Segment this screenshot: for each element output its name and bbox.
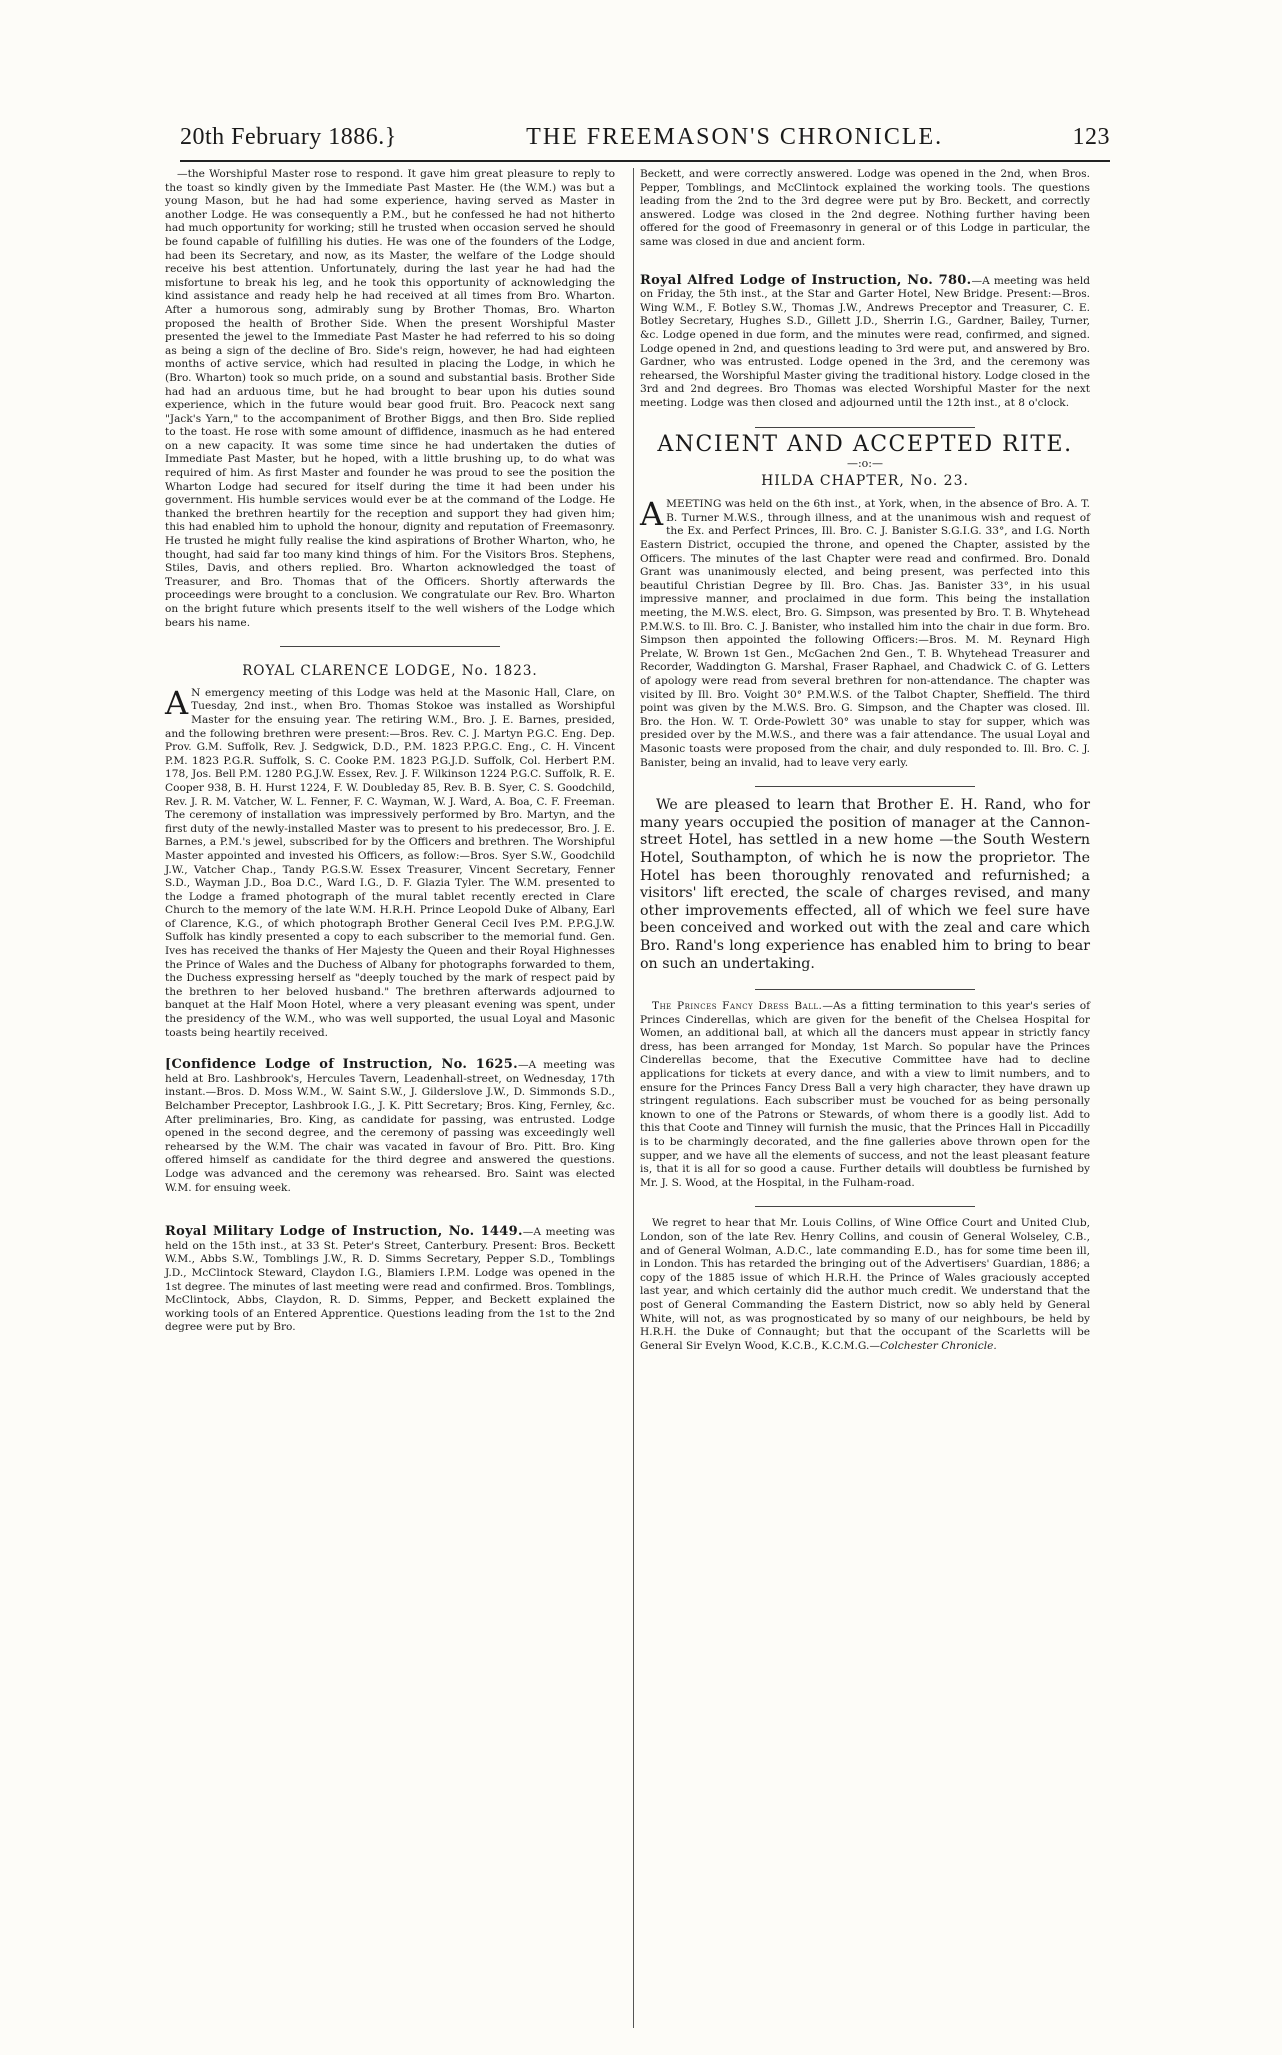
confidence-lodge-report bbox=[165, 1058, 615, 1195]
alfred-lodge-heading: Royal Alfred Lodge of Instruction, No. 780. bbox=[640, 272, 972, 288]
section-rule bbox=[755, 1206, 975, 1207]
military-lodge-body: —A meeting was held on the 15th inst., at 33 St. Peter's Street, Canterbury. Present: Bros. Beckett W.M., Abbs S.W., Tomblings J.W., R. D. Simms Secretary, Pepper S.D., Tomblings J.D., McClintock Steward, Claydon I.G., Blamiers I.P.M. Lodge was opened in the 1st degree. The minutes of last meeting were read and confirmed. Bros. Tomblings, McClintock, Abbs, Claydon, R. D. Simms, Pepper, and Beckett explained the working tools of an Entered Apprentice. Questions leading from the 1st to the 2nd degree were put by Bro. bbox=[165, 1226, 615, 1334]
right-column bbox=[640, 168, 1090, 1353]
page-number: 123 bbox=[1072, 124, 1110, 150]
military-report-continued: Beckett, and were correctly answered. Lodge was opened in the 2nd, when Bros. Pepper, Tomblings, and McClintock explained the working tools. The questions leading from the 2nd to the 3rd degree were put by Bro. Beckett, and correctly answered. Lodge was closed in the 2nd degree. Nothing further having been offered for the good of Freemasonry in general or of this Lodge in particular, the same was closed in due and ancient form. bbox=[640, 168, 1090, 248]
collins-notice-source: Colchester Chronicle. bbox=[879, 1339, 997, 1352]
fancy-dress-ball-body: —As a fitting termination to this year's series of Princes Cinderellas, which are given for the benefit of the Chelsea Hospital for Women, an additional ball, at which all the dancers must appear in strictly fancy dress, has been arranged for Monday, 1st March. So popular have the Princes Cinderellas become, that the Executive Committee have had to decline applications for tickets at every dance, and with a view to limit numbers, and to ensure for the Princes Fancy Dress Ball a very high character, they have drawn up stringent regulations. Each subscriber must be vouched for as being personally known to one of the Patrons or Stewards, of whom there is a goodly list. Add to this that Coote and Tinney will furnish the music, that the Princes Hall in Piccadilly is to be charmingly decorated, and the fine galleries above thrown open for the supper, and we have all the elements of success, and not the least pleasant feature is, that it is all for so good a cause. Further details will doubtless be furnished by Mr. J. S. Wood, at the Hospital, in the Fulham-road. bbox=[640, 1000, 1090, 1189]
section-rule bbox=[280, 646, 500, 647]
fancy-dress-ball-notice bbox=[640, 1000, 1090, 1190]
alfred-lodge-report bbox=[640, 274, 1090, 411]
clarence-lodge-heading: ROYAL CLARENCE LODGE, No. 1823. bbox=[242, 663, 538, 680]
publication-title: THE FREEMASON'S CHRONICLE. bbox=[526, 124, 944, 150]
section-rule bbox=[755, 989, 975, 990]
section-rule bbox=[755, 427, 975, 428]
fancy-dress-ball-heading: The Princes Fancy Dress Ball. bbox=[652, 1000, 823, 1013]
confidence-lodge-body: —A meeting was held at Bro. Lashbrook's, Hercules Tavern, Leadenhall-street, on Wednesday, 17th instant.—Bros. D. Moss W.M., W. Saint S.W., J. Gilderslove J.W., D. Simmonds S.D., Belchamber Preceptor, Lashbrook I.G., J. K. Pitt Secretary; Bros. King, Fernley, &c. After preliminaries, Bro. King, as candidate for passing, was entrusted. Lodge opened in the second degree, and the ceremony of passing was exceedingly well rehearsed by the W.M. The chair was vacated in favour of Bro. Pitt. Bro. King offered himself as candidate for the third degree and answered the questions. Lodge was advanced and the ceremony was rehearsed. Bro. Saint was elected W.M. for ensuing week. bbox=[165, 1059, 615, 1194]
clarence-lodge-report bbox=[165, 683, 615, 1040]
military-lodge-heading: Royal Military Lodge of Instruction, No. 1449. bbox=[165, 1224, 523, 1240]
collins-notice-body: We regret to hear that Mr. Louis Collins, of Wine Office Court and United Club, London, son of the late Rev. Henry Collins, and cousin of General Wolseley, C.B., and of General Wolman, A.D.C., late commanding E.D., has for some time been ill, in London. This has retarded the bringing out of the Advertisers' Guardian, 1886; a copy of the 1885 issue of which H.R.H. the Prince of Wales graciously accepted last year, and which certainly did the author much credit. We understand that the post of General Commanding the Eastern District, now so ably held by General White, will not, as was prognosticated by so many of our neighbours, be held by H.R.H. the Duke of Connaught; but that the occupant of the Scarletts will be General Sir Evelyn Wood, K.C.B., K.C.M.G.— bbox=[640, 1217, 1090, 1352]
hilda-chapter-body: MEETING was held on the 6th inst., at York, when, in the absence of Bro. A. T. B. Turner M.W.S., through illness, and at the unanimous wish and request of the Ex. and Perfect Princes, Ill. Bro. C. J. Banister S.G.I.G. 33°, and I.G. North Eastern District, occupied the throne, and opened the Chapter, assisted by the Officers. The minutes of the last Chapter were read and confirmed. Bro. Donald Grant was unanimously elected, and being present, was perfected into this beautiful Christian Degree by Ill. Bro. Chas. Jas. Banister 33°, in his usual impressive manner, and proclaimed in due form. This being the installation meeting, the M.W.S. elect, Bro. G. Simpson, was presented by Bro. T. B. Whytehead P.M.W.S. to Ill. Bro. C. J. Banister, who installed him into the chair in due form. Bro. Simpson then appointed the following Officers:—Bros. M. M. Reynard High Prelate, W. Brown 1st Gen., McGachen 2nd Gen., T. B. Whytehead Treasurer and Recorder, Waddington G. Marshal, Fraser Raphael, and Chadwick C. of G. Letters of apology were read from several brethren for non-attendance. The chapter was visited by Ill. Bro. Voight 30° P.M.W.S. of the Talbot Chapter, Sheffield. The third point was given by the M.W.S. Bro. G. Simpson, and the Chapter was closed. Ill. Bro. the Hon. W. T. Orde-Powlett 30° was unable to stay for supper, which was presided over by the M.W.S., and there was a fair attendance. The usual Loyal and Masonic toasts were proposed from the chair, and duly responded to. Ill. Bro. C. J. Banister, being an invalid, had to leave very early. bbox=[640, 498, 1090, 769]
left-column bbox=[165, 168, 615, 1335]
military-lodge-report bbox=[165, 1225, 615, 1335]
ancient-accepted-rite-heading: ANCIENT AND ACCEPTED RITE. bbox=[657, 431, 1073, 457]
wharton-report-continued: —the Worshipful Master rose to respond. It gave him great pleasure to reply to the toast so kindly given by the Immediate Past Master. He (the W.M.) was but a young Mason, but he had had some experience, having served as Master in another Lodge. He was consequently a P.M., but he confessed he had not hitherto had much opportunity for working; still he trusted when occasion served he should be found capable of fulfilling his duties. He was one of the founders of the Lodge, had been its Secretary, and now, as its Master, the welfare of the Lodge should receive his best attention. Unfortunately, during the last year he had had the misfortune to break his leg, and he took this opportunity of acknowledging the kind assistance and ready help he had received at all times from Bro. Wharton. After a humorous song, admirably sung by Brother Thomas, Bro. Wharton proposed the health of Brother Side. When the present Worshipful Master presented the jewel to the Immediate Past Master he had referred to his so doing as being a sign of the decline of Bro. Side's reign, however, he had had eighteen months of active service, which had resulted in placing the Lodge, in which he (Bro. Wharton) took so much pride, on a sound and substantial basis. Brother Side had had an arduous time, but he had brought to bear upon his duties sound experience, which in the future would bear good fruit. Bro. Peacock next sang "Jack's Yarn," to the accompaniment of Brother Biggs, and then Bro. Side replied to the toast. He rose with some amount of diffidence, inasmuch as he had entered on a new capacity. It was some time since he had undertaken the duties of Immediate Past Master, but he hoped, with a little brushing up, to do what was required of him. As first Master and founder he was proud to see the position the Wharton Lodge had secured for itself during the time it had been under his government. His humble services would ever be at the command of the Lodge. He thanked the brethren heartily for the reception and support they had given him; this had enabled him to uphold the honour, dignity and reputation of Freemasonry. He trusted he might fully realise the kind aspirations of Brother Wharton, who, he thought, had said far too many kind things of him. For the Visitors Bros. Stephens, Stiles, Davis, and others replied. Bro. Wharton acknowledged the toast of Treasurer, and Bro. Thomas that of the Officers. Shortly afterwards the proceedings were brought to a conclusion. We congratulate our Rev. Bro. Wharton on the bright future which presents itself to the well wishers of the Lodge which bears his name. bbox=[165, 168, 615, 629]
issue-date: 20th February 1886.} bbox=[180, 124, 397, 150]
masthead-rule bbox=[180, 160, 1110, 162]
masthead bbox=[180, 124, 1110, 162]
clarence-lodge-body: N emergency meeting of this Lodge was held at the Masonic Hall, Clare, on Tuesday, 2nd inst., when Bro. Thomas Stokoe was installed as Worshipful Master for the ensuing year. The retiring W.M., Bro. J. E. Barnes, presided, and the following brethren were present:—Bros. Rev. C. J. Martyn P.G.C. Eng. Dep. Prov. G.M. Suffolk, Rev. J. Sedgwick, D.D., P.M. 1823 P.P.G.C. Eng., C. H. Vincent P.M. 1823 P.G.R. Suffolk, S. C. Cooke P.M. 1823 P.G.J.D. Suffolk, Col. Herbert P.M. 178, Jos. Bell P.M. 1280 P.G.J.W. Essex, Rev. J. F. Wilkinson 1224 P.G.C. Suffolk, R. E. Cooper 938, B. H. Hurst 1224, F. W. Doubleday 85, Rev. B. B. Syer, C. S. Goodchild, Rev. J. R. M. Vatcher, W. L. Fenner, F. C. Wayman, W. J. Ward, A. Boa, C. F. Freeman. The ceremony of installation was impressively performed by Bro. Martyn, and the first duty of the newly-installed Master was to present to his predecessor, Bro. J. E. Barnes, a P.M.'s jewel, subscribed for by the Officers and brethren. The Worshipful Master appointed and invested his Officers, as follow:—Bros. Syer S.W., Goodchild J.W., Vatcher Chap., Tandy P.G.S.W. Essex Treasurer, Vincent Secretary, Fenner S.D., Wayman J.D., Boa D.C., Ward I.G., D. F. Glazia Tyler. The W.M. presented to the Lodge a framed photograph of the mural tablet recently erected in Clare Church to the memory of the late W.M. H.R.H. Prince Leopold Duke of Albany, Earl of Clarence, K.G., of which photograph Brother General Cecil Ives P.M. P.P.G.J.W. Suffolk has kindly presented a copy to each subscriber to the memorial fund. Gen. Ives has received the thanks of Her Majesty the Queen and their Royal Highnesses the Prince of Wales and the Duchess of Albany for photographs forwarded to them, the Duchess expressing herself as "deeply touched by the mark of respect paid by the brethren to her beloved husband." The brethren afterwards adjourned to banquet at the Half Moon Hotel, where a very pleasant evening was spent, under the presidency of the W.M., who was well supported, the usual Loyal and Masonic toasts being heartily received. bbox=[165, 686, 615, 1039]
column-divider bbox=[633, 168, 634, 2028]
hilda-dropcap: A bbox=[640, 495, 664, 534]
hilda-chapter-report bbox=[640, 495, 1090, 770]
clarence-dropcap: A bbox=[165, 683, 189, 722]
rand-hotel-notice: We are pleased to learn that Brother E. H. Rand, who for many years occupied the position of manager at the Cannon-street Hotel, has settled in a new home —the South Western Hotel, Southampton, of which he is now the proprietor. The Hotel has been thoroughly renovated and refurnished; a visitors' lift erected, the scale of charges revised, and many other improvements effected, all of which we feel sure have been conceived and worked out with the zeal and care which Bro. Rand's long experience has enabled him to bring to bear on such an undertaking. bbox=[640, 797, 1090, 972]
hilda-chapter-heading: HILDA CHAPTER, No. 23. bbox=[761, 472, 969, 489]
alfred-lodge-body: —A meeting was held on Friday, the 5th inst., at the Star and Garter Hotel, New Bridge. Present:—Bros. Wing W.M., F. Botley S.W., Thomas J.W., Andrews Preceptor and Treasurer, C. E. Botley Secretary, Hughes S.D., Gillett J.D., Sherrin I.G., Gardner, Bailey, Turner, &c. Lodge opened in due form, and the minutes were read, confirmed, and signed. Lodge opened in 2nd, and questions leading to 3rd were put, and answered by Bro. Gardner, who was entrusted. Lodge opened in the 3rd, and the ceremony was rehearsed, the Worshipful Master giving the traditional history. Lodge closed in the 3rd and 2nd degrees. Bro Thomas was elected Worshipful Master for the next meeting. Lodge was then closed and adjourned until the 12th inst., at 8 o'clock. bbox=[640, 274, 1090, 409]
confidence-lodge-heading: [Confidence Lodge of Instruction, No. 1625. bbox=[165, 1057, 518, 1073]
collins-notice bbox=[640, 1217, 1090, 1353]
ornament-divider: —:o:— bbox=[846, 457, 884, 471]
section-rule bbox=[755, 786, 975, 787]
